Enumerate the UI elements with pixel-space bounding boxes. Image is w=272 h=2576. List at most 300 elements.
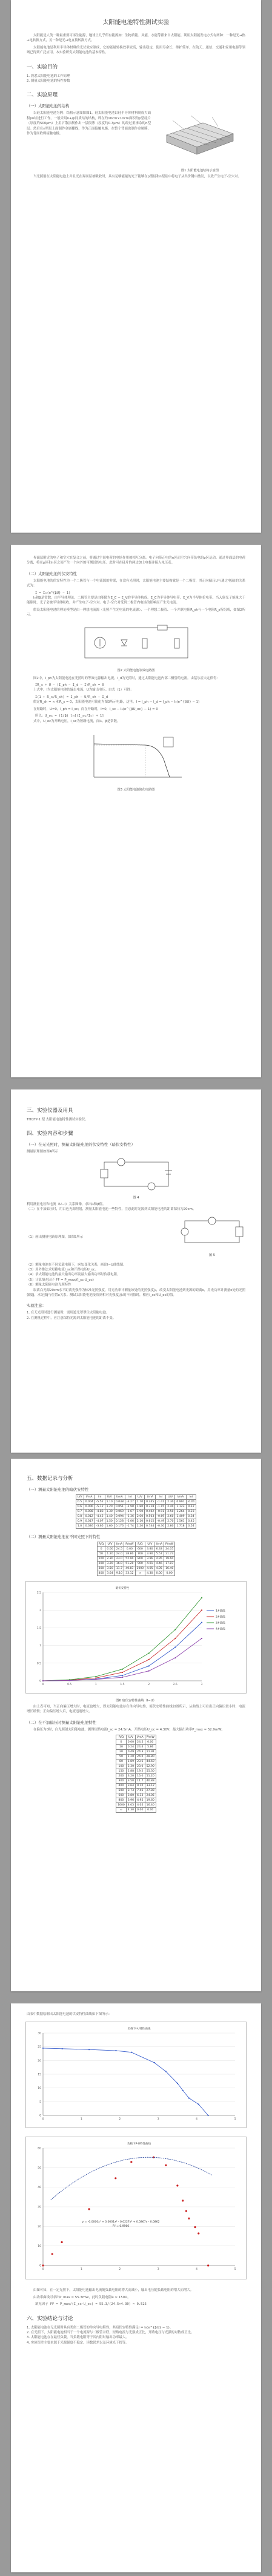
table-cell: -4.42 bbox=[95, 1514, 105, 1519]
table-header-cell: U/V bbox=[105, 1495, 114, 1500]
subsection-heading: （二）太阳能电池的伏安特性 bbox=[27, 571, 78, 576]
table-header-cell: U/V bbox=[126, 1735, 135, 1740]
table-row bbox=[76, 1500, 196, 1505]
equation: I(1 + R_s/R_sh) = I_ph − U/R_sh − I_d bbox=[35, 695, 108, 699]
table-cell: 28.80 bbox=[124, 1552, 135, 1557]
data-point bbox=[122, 1677, 123, 1678]
table-cell: 4.05 bbox=[136, 1803, 145, 1808]
table-cell: 0.7 bbox=[76, 1510, 84, 1514]
table-cell: 16.0 bbox=[136, 1774, 145, 1779]
table-cell: -0.49 bbox=[156, 1519, 166, 1524]
table-cell: 1.10 bbox=[105, 1500, 114, 1505]
table-cell: 50 bbox=[116, 1755, 127, 1760]
body-paragraph: 在短路时，U=0，I_ph = I_sc；而在开路时，I=0，I_sc − I₀(e^{βU_oc} − 1) = 0 bbox=[33, 707, 158, 711]
load-table bbox=[97, 1542, 176, 1576]
table-cell: 19.2 bbox=[136, 1769, 145, 1774]
data-point bbox=[114, 2178, 116, 2180]
table-header-cell: I/mA bbox=[145, 1495, 156, 1500]
data-point bbox=[122, 1672, 123, 1673]
y-tick-label: 25 bbox=[38, 2046, 41, 2049]
x-tick-label: 2 bbox=[119, 2268, 121, 2272]
body-paragraph: 测量原理图如图4所示 bbox=[27, 1150, 58, 1154]
conclusion-item: 2. 在光照下，太阳能电池相当于一个电流源与二极管并联，短路电流与光强成正比，开路电压与光强的对数成正比。 bbox=[27, 2331, 194, 2335]
table-cell: 600 bbox=[135, 1547, 145, 1552]
figure-caption: 图 5 bbox=[208, 1253, 216, 1257]
table-row bbox=[97, 1557, 175, 1562]
dark-measure-circuit-diagram bbox=[97, 1157, 176, 1191]
table-cell: 900 bbox=[135, 1562, 145, 1566]
data-point bbox=[198, 2104, 199, 2105]
table-cell: 0.00 bbox=[124, 1547, 135, 1552]
data-point bbox=[122, 1675, 123, 1676]
table-cell: 80 bbox=[116, 1760, 127, 1764]
figure-caption: 图1 太阳能电池结构示意图 bbox=[181, 169, 219, 173]
x-tick-label: 2.5 bbox=[173, 1683, 177, 1686]
table-header-cell: P/mW bbox=[164, 1542, 175, 1547]
table-cell: 55.30 bbox=[145, 1769, 156, 1774]
section-heading: 五、数据记录与分析 bbox=[27, 1476, 73, 1482]
section-heading: 六、实验结论与讨论 bbox=[27, 2315, 73, 2322]
table-cell: 0.991 bbox=[175, 1500, 186, 1505]
x-tick-label: 0 bbox=[42, 2268, 44, 2272]
table-cell: 1.718 bbox=[175, 1524, 186, 1529]
note-text: 2. 在测量过程中，应注意保持光源到太阳能电池的距离不变。 bbox=[27, 1316, 116, 1320]
table-cell: 4.05 bbox=[126, 1803, 135, 1808]
data-point bbox=[174, 1638, 176, 1639]
table-cell: 33.12 bbox=[145, 1784, 156, 1789]
data-point bbox=[188, 2098, 190, 2099]
table-row bbox=[116, 1793, 156, 1798]
table-cell: 3.73 bbox=[126, 1789, 135, 1793]
figure-1 bbox=[154, 111, 245, 174]
table-header-cell: R/Ω bbox=[135, 1542, 145, 1547]
table-cell: 0.004 bbox=[84, 1500, 95, 1505]
table-cell: 200 bbox=[97, 1562, 105, 1566]
table-cell: 200 bbox=[116, 1774, 127, 1779]
table-cell: 3.80 bbox=[145, 1547, 154, 1552]
conclusion-item: 3. 太阳能电池存在最佳负载，当负载电阻等于其内阻时输出功率最大。 bbox=[27, 2336, 129, 2340]
table-row bbox=[97, 1552, 175, 1557]
table-cell: -0.01 bbox=[186, 1500, 196, 1505]
data-point bbox=[69, 1680, 70, 1681]
table-cell: 4.95 bbox=[136, 1798, 145, 1803]
table-row bbox=[116, 1764, 156, 1769]
table-cell: 3.64 bbox=[126, 1784, 135, 1789]
data-point bbox=[188, 2218, 190, 2220]
table-header-cell: U/V bbox=[76, 1495, 84, 1500]
step-column bbox=[27, 1235, 179, 1240]
step-text: （3）用外推法求短路电流I_sc和开路电压U_oc。 bbox=[27, 1268, 99, 1272]
y-tick-label: 50 bbox=[38, 2167, 41, 2170]
table-cell: 0.00 bbox=[164, 1571, 175, 1576]
table-cell: 0.34 bbox=[186, 1514, 196, 1519]
table-cell: 0.00 bbox=[154, 1571, 164, 1576]
conclusion-item: 4. 实验误差主要来源于光源强度不稳定、读数误差以及环境光干扰等。 bbox=[27, 2341, 129, 2345]
iu-load-chart bbox=[26, 2022, 246, 2125]
data-point bbox=[165, 2071, 167, 2072]
y-tick-label: 15 bbox=[38, 2073, 41, 2077]
table-cell: 0.318 bbox=[145, 1505, 156, 1510]
table-row bbox=[116, 1745, 156, 1750]
table-cell: 0.128 bbox=[114, 1519, 125, 1524]
table-row bbox=[116, 1740, 156, 1745]
data-point bbox=[88, 2209, 90, 2210]
figure-5 bbox=[179, 1216, 245, 1259]
table-cell: 300 bbox=[116, 1779, 127, 1784]
table-row bbox=[97, 1571, 175, 1576]
table-cell: 27.83 bbox=[145, 1789, 156, 1793]
table-cell: 7.46 bbox=[136, 1789, 145, 1793]
trendline bbox=[51, 2158, 212, 2200]
table-cell: 2.30 bbox=[105, 1557, 114, 1562]
table-cell: 300 bbox=[97, 1566, 105, 1571]
table-cell: 24.0 bbox=[114, 1552, 124, 1557]
table-cell: 20 bbox=[116, 1750, 127, 1755]
data-point bbox=[201, 1638, 202, 1639]
table-cell: 11.7 bbox=[114, 1566, 124, 1571]
equation: IR_s + U − (I_ph − I_d − I)R_sh = 0 bbox=[35, 683, 104, 688]
table-cell: -2.36 bbox=[125, 1514, 136, 1519]
x-tick-label: 1.5 bbox=[120, 1683, 125, 1686]
table-cell: 23.0 bbox=[136, 1764, 145, 1769]
table-cell: 2.70 bbox=[166, 1519, 175, 1524]
data-point bbox=[148, 1652, 150, 1654]
data-point bbox=[62, 2048, 63, 2049]
y-tick-label: 0.5 bbox=[36, 1662, 41, 1666]
table-cell: -3.27 bbox=[125, 1500, 136, 1505]
table-title: （一）测量太阳能电池的暗伏安特性 bbox=[27, 1487, 89, 1492]
table-cell: 5.86 bbox=[145, 1745, 156, 1750]
step-text: （4）求太阳能电池的最大输出功率及最大输出功率时负载电阻。 bbox=[27, 1273, 121, 1277]
table-header-cell: I/mA bbox=[154, 1542, 164, 1547]
table-cell: -4.07 bbox=[95, 1519, 105, 1524]
data-point bbox=[208, 2115, 209, 2116]
data-point bbox=[51, 2253, 53, 2255]
y-tick-label: 20 bbox=[38, 2226, 41, 2229]
text-figure-row bbox=[27, 111, 245, 174]
pu-load-chart bbox=[26, 2137, 246, 2276]
body-paragraph: 界面层附近的电子和空穴在复合之前，将通过空间电荷的电场作用被相互分离。电子向带正电的n区而空穴向带负电的p区运动。通过界面层的电荷分离，将在p区和n区之间产生一个向外的可测试的电压。此时可在硅片的两边加上电极并接入电压表。 bbox=[27, 556, 245, 565]
table-cell: 0.744 bbox=[145, 1524, 156, 1529]
data-point bbox=[148, 1671, 150, 1672]
figure-4 bbox=[11, 1157, 261, 1200]
table-cell: 700 bbox=[135, 1552, 145, 1557]
data-point bbox=[122, 1669, 123, 1670]
table-cell: 0.245 bbox=[145, 1500, 156, 1505]
table-cell: 0.12 bbox=[186, 1505, 196, 1510]
table-row bbox=[97, 1547, 175, 1552]
data-point bbox=[61, 2241, 62, 2243]
data-point bbox=[95, 1679, 96, 1680]
table-cell: 6.33 bbox=[154, 1547, 164, 1552]
x-tick-label: 1 bbox=[80, 2118, 82, 2121]
x-tick-label: 0 bbox=[42, 2118, 44, 2121]
table-cell: 1.70 bbox=[135, 1500, 144, 1505]
table-cell: 3.90 bbox=[145, 1552, 154, 1557]
data-point bbox=[174, 1657, 176, 1658]
table-cell: 9.10 bbox=[136, 1784, 145, 1789]
table-cell: 4.95 bbox=[154, 1557, 164, 1562]
table-cell: 1.89 bbox=[126, 1760, 135, 1764]
data-point bbox=[130, 2161, 132, 2163]
list-item: 2. 测量太阳能电池的特性参数 bbox=[27, 79, 70, 84]
table-cell: 0.017 bbox=[84, 1519, 95, 1524]
table-header-cell: U/V bbox=[135, 1495, 144, 1500]
data-point bbox=[95, 1677, 96, 1678]
step-text: （2）测量电池在不同负载电阻下，I对U变化关系，画出I−U曲线图。 bbox=[27, 1263, 127, 1267]
table-header-row bbox=[97, 1542, 175, 1547]
table-header-cell: U/V bbox=[105, 1542, 114, 1547]
table-cell: 51.20 bbox=[124, 1562, 135, 1566]
table-header-cell: P/mW bbox=[145, 1735, 156, 1740]
data-point bbox=[42, 1680, 44, 1681]
data-point bbox=[201, 1622, 202, 1623]
section-heading: 二、实验原理 bbox=[27, 92, 58, 99]
table-cell: 3.64 bbox=[105, 1571, 114, 1576]
table-header-cell: lnI bbox=[95, 1495, 105, 1500]
table-cell: -0.91 bbox=[156, 1510, 166, 1514]
table-row bbox=[76, 1510, 196, 1514]
body-paragraph: 式中，U_oc为开路电压，I_sc为短路电流，而I₀、β是常数。 bbox=[33, 719, 121, 723]
table-cell: -2.06 bbox=[125, 1519, 136, 1524]
table-cell: 4.30 bbox=[145, 1571, 154, 1576]
table-cell: 28.80 bbox=[145, 1755, 156, 1760]
table-cell: ∞ bbox=[135, 1571, 145, 1576]
equation: 所以：U_oc = (1/β) ln[(I_sc/I₀) + 1] bbox=[35, 714, 104, 718]
table-cell: 1.90 bbox=[135, 1510, 144, 1514]
table-cell: 0.00 bbox=[145, 1808, 156, 1813]
table-cell: 100 bbox=[116, 1764, 127, 1769]
table-cell: -1.74 bbox=[125, 1524, 136, 1529]
table-cell: 1.30 bbox=[105, 1510, 114, 1514]
table-cell: 24.5 bbox=[114, 1547, 124, 1552]
data-point bbox=[131, 2052, 132, 2053]
data-point bbox=[42, 2265, 44, 2267]
data-point bbox=[194, 2226, 196, 2228]
table-cell: 52.90 bbox=[124, 1557, 135, 1562]
table-row bbox=[116, 1798, 156, 1803]
table-cell: 2.00 bbox=[135, 1514, 144, 1519]
table-cell: 0.00 bbox=[136, 1808, 145, 1813]
table-cell: 0.094 bbox=[114, 1514, 125, 1519]
table-cell: 1.561 bbox=[175, 1519, 186, 1524]
subsection-heading: （一）在无光照时，测量太阳能电池的伏安特性（暗伏安特性） bbox=[27, 1142, 135, 1148]
table-cell: 19.60 bbox=[145, 1798, 156, 1803]
table-cell: 0.9 bbox=[76, 1519, 84, 1524]
table-title: （二）测量太阳能电池在不同光照下的特性 bbox=[27, 1534, 101, 1539]
y-tick-label: 2.5 bbox=[36, 1591, 41, 1595]
body-paragraph: 以硅太阳能电池为例：结构示意图如图1。硅太阳能电池以硅半导体材料制成大面积pn结进行工作。一般采用n+/p同质结的结构，即在约10cm×10cm面积的p型硅片（厚度约500μm）上用扩散法制作出一层很薄（厚度约0.3μm）的经过重掺杂的n型层。然后在n型层上面制作金属栅线，作为正面接触电极。在整个背面也制作金属膜，作为背面欧姆接触电极。 bbox=[27, 111, 151, 136]
table-cell: 0.45 bbox=[186, 1519, 196, 1524]
table-cell: 4.46 bbox=[154, 1562, 164, 1566]
table-cell: 5.57 bbox=[154, 1552, 164, 1557]
table-cell: 0 bbox=[116, 1740, 127, 1745]
table-cell: 1.80 bbox=[135, 1505, 144, 1510]
chart-title: 暗伏安特性 bbox=[115, 1587, 130, 1590]
table-cell: 3.96 bbox=[145, 1557, 154, 1562]
document-page-5 bbox=[11, 2003, 261, 2572]
table-cell: 4.01 bbox=[145, 1562, 154, 1566]
subsection-heading: （二）在不加偏压时测量太阳能电池特性 bbox=[27, 1720, 97, 1725]
table-cell: 3.80 bbox=[126, 1793, 135, 1798]
table-cell: -5.12 bbox=[95, 1505, 105, 1510]
table-cell: 0.23 bbox=[186, 1510, 196, 1514]
table-cell: 2.40 bbox=[166, 1505, 175, 1510]
y-tick-label: 20 bbox=[38, 2060, 41, 2063]
data-point bbox=[88, 2049, 90, 2051]
table-cell: 1.264 bbox=[175, 1510, 186, 1514]
table-cell: 0.8 bbox=[76, 1514, 84, 1519]
table-cell: 2.30 bbox=[126, 1764, 135, 1769]
table-cell: ∞ bbox=[116, 1808, 127, 1813]
table-cell: 2.50 bbox=[166, 1510, 175, 1514]
data-point bbox=[185, 2210, 187, 2212]
table-cell: -0.69 bbox=[156, 1514, 166, 1519]
table-cell: 24.0 bbox=[136, 1755, 145, 1760]
table-cell: 3.20 bbox=[126, 1774, 135, 1779]
table-cell: -1.41 bbox=[156, 1500, 166, 1505]
step-text: （6）测量太阳能电池光照特性 bbox=[27, 1283, 71, 1287]
table-cell: 52.90 bbox=[145, 1764, 156, 1769]
table-cell: 4.05 bbox=[154, 1566, 164, 1571]
table-header-cell: lnI bbox=[125, 1495, 136, 1500]
data-point bbox=[177, 2083, 178, 2084]
equivalent-circuit-diagram bbox=[79, 622, 194, 664]
legend-label: 3#曲线 bbox=[216, 1622, 225, 1625]
table-cell: 1.0 bbox=[76, 1524, 84, 1529]
y-tick-label: 5 bbox=[39, 2101, 41, 2104]
equation: 填充因子 FF = P_max/(I_sc·U_oc) = 55.3/(24.5×4.30) ≈ 0.525 bbox=[35, 2302, 147, 2307]
document-page-2 bbox=[11, 545, 261, 1077]
table-cell: 24.4 bbox=[136, 1745, 145, 1750]
list-item: 1. 熟悉太阳能电池的工作原理 bbox=[27, 74, 70, 78]
y-tick-label: 30 bbox=[38, 2206, 41, 2209]
table-cell: 3.50 bbox=[126, 1779, 135, 1784]
table-cell: 11.91 bbox=[145, 1750, 156, 1755]
table-cell: 150 bbox=[116, 1769, 127, 1774]
y-tick-label: 1 bbox=[39, 1644, 41, 1648]
y-tick-label: 10 bbox=[38, 2087, 41, 2091]
chart-container-3 bbox=[25, 2137, 247, 2279]
table-cell: 800 bbox=[135, 1557, 145, 1562]
table-cell: 6.33 bbox=[136, 1793, 145, 1798]
x-tick-label: 4 bbox=[196, 2268, 198, 2272]
dark-iv-chart bbox=[26, 1582, 246, 1690]
figure-5-row bbox=[27, 1216, 245, 1259]
table-cell: -0.30 bbox=[156, 1524, 166, 1529]
x-tick-label: 1 bbox=[80, 2268, 82, 2272]
note-text: 1. 在无光照时进行测量时，需用遮光罩罩住太阳能电池。 bbox=[27, 1311, 110, 1315]
table-cell: 23.6 bbox=[136, 1760, 145, 1764]
table-cell: 600 bbox=[116, 1793, 127, 1798]
chart-container-2 bbox=[25, 2022, 247, 2128]
table-cell: 4.30 bbox=[126, 1808, 135, 1813]
table-cell: 0.5 bbox=[76, 1500, 84, 1505]
data-point bbox=[95, 1676, 96, 1677]
table-cell: 0.069 bbox=[114, 1510, 125, 1514]
document-page-4 bbox=[11, 1459, 261, 1991]
legend-label: 2#曲线 bbox=[216, 1615, 225, 1619]
table-cell: 0.615 bbox=[145, 1519, 156, 1524]
table-row bbox=[116, 1789, 156, 1793]
table-cell: 1.123 bbox=[175, 1505, 186, 1510]
table-row bbox=[76, 1514, 196, 1519]
table-cell: 2.88 bbox=[126, 1769, 135, 1774]
table-cell: 0.00 bbox=[145, 1740, 156, 1745]
section-heading: 四、实验内容和步骤 bbox=[27, 1131, 73, 1137]
table-cell: 0.6 bbox=[76, 1505, 84, 1510]
chart-title: 负载下P-U特性曲线 bbox=[127, 2143, 151, 2146]
data-point bbox=[201, 1609, 202, 1611]
data-point bbox=[182, 2090, 184, 2091]
body-paragraph: THQTY-1 型 太阳能电池特性测试实验仪。 bbox=[27, 1118, 88, 1122]
analysis-paragraph: 在偏压为0时，白光照射太阳能电池，测得短路电流I_sc = 24.5mA，开路电压U_oc = 4.30V，最大输出功率P_max ≈ 52.9mW。 bbox=[33, 1727, 225, 1732]
x-tick-label: 4 bbox=[196, 2118, 198, 2121]
table-row bbox=[116, 1808, 156, 1813]
section-heading: 三、实验仪器及用具 bbox=[27, 1108, 73, 1114]
table-cell: 0.00 bbox=[105, 1547, 114, 1552]
table-cell: 17.87 bbox=[164, 1562, 175, 1566]
data-point bbox=[165, 2164, 167, 2166]
y-tick-label: 0 bbox=[39, 2114, 41, 2118]
table-row bbox=[97, 1562, 175, 1566]
table-header-cell: lnI bbox=[186, 1495, 196, 1500]
table-header-cell: I/mA bbox=[114, 1542, 124, 1547]
document-page-1 bbox=[11, 0, 261, 533]
table-cell: 2.20 bbox=[135, 1524, 144, 1529]
solar-cell-structure-diagram bbox=[154, 111, 245, 164]
table-header-cell: I/mA bbox=[84, 1495, 95, 1500]
table-header-cell: R/Ω bbox=[97, 1542, 105, 1547]
body-paragraph: 太阳能电池的伏安特性为一个二极管与一个电流源的并联，在没有光照时，太阳能电池主要结构就是一个二极管，其正向偏压U与通过电流I的关系式为： bbox=[27, 579, 245, 588]
table-cell: 33.12 bbox=[124, 1571, 135, 1576]
data-point bbox=[201, 1597, 202, 1598]
table-row bbox=[116, 1755, 156, 1760]
table-row bbox=[116, 1779, 156, 1784]
iv-sketch-diagram bbox=[79, 729, 194, 783]
notes-heading: 实验注意： bbox=[27, 1303, 46, 1309]
x-tick-label: 3 bbox=[157, 2118, 159, 2121]
legend-label: 1#曲线 bbox=[216, 1609, 225, 1613]
table-cell: 3.50 bbox=[105, 1566, 114, 1571]
table-cell: 51.20 bbox=[145, 1774, 156, 1779]
body-paragraph: 当光照射在太阳能电池上并且光在界面层被吸收时，具有足够能量的光子能够在p型硅和n型硅中将电子从共价键中激发，以致产生电子-空穴对。 bbox=[33, 175, 242, 179]
x-tick-label: 5 bbox=[234, 2118, 236, 2121]
table-header-cell: U/V bbox=[145, 1542, 154, 1547]
y-tick-label: 0 bbox=[39, 1680, 41, 1683]
table-cell: 1.60 bbox=[105, 1524, 114, 1529]
table-row bbox=[116, 1769, 156, 1774]
table-header-cell: I/mA bbox=[175, 1495, 186, 1500]
y-tick-label: 1.5 bbox=[36, 1626, 41, 1630]
conclusion-item: 1. 太阳能电池在无光照时具有类似二极管的单向导电特性，其暗伏安特性满足I = I₀(e^{βU} − 1)。 bbox=[27, 2325, 173, 2330]
table-cell: 10 bbox=[116, 1745, 127, 1750]
step-text: 取离白光源20cm水平距离光强作为标准光照强度，用光功率计测量该处的光照强度J₀，改变太阳能电池到光源的距离x，用光功率计测量x处的光照强度J，求光强J与位置x关系。测试太阳能电池接收到相对光强度J/J₀的不同值时，相应I_sc和U_oc的值。 bbox=[27, 1288, 245, 1298]
table-cell: 0.402 bbox=[145, 1510, 156, 1514]
table-cell: 0.008 bbox=[84, 1510, 95, 1514]
table-row bbox=[116, 1784, 156, 1789]
x-tick-label: 5 bbox=[234, 2268, 236, 2272]
table-cell: 2.10 bbox=[135, 1519, 144, 1524]
figure-caption: 图6 暗伏安特性曲线（I−U） bbox=[116, 1699, 156, 1703]
y-tick-label: 30 bbox=[38, 2032, 41, 2036]
y-tick-label: 10 bbox=[38, 2245, 41, 2249]
text-column bbox=[27, 111, 154, 174]
table-cell: -5.52 bbox=[95, 1500, 105, 1505]
data-point bbox=[207, 2265, 209, 2267]
data-point bbox=[182, 2200, 184, 2202]
step-text: （二）在不加偏压时，用白色光源照射，测量太阳能电池一些特性，注意此时光源到太阳能电池的距离保持为20cm。 bbox=[27, 1208, 196, 1212]
